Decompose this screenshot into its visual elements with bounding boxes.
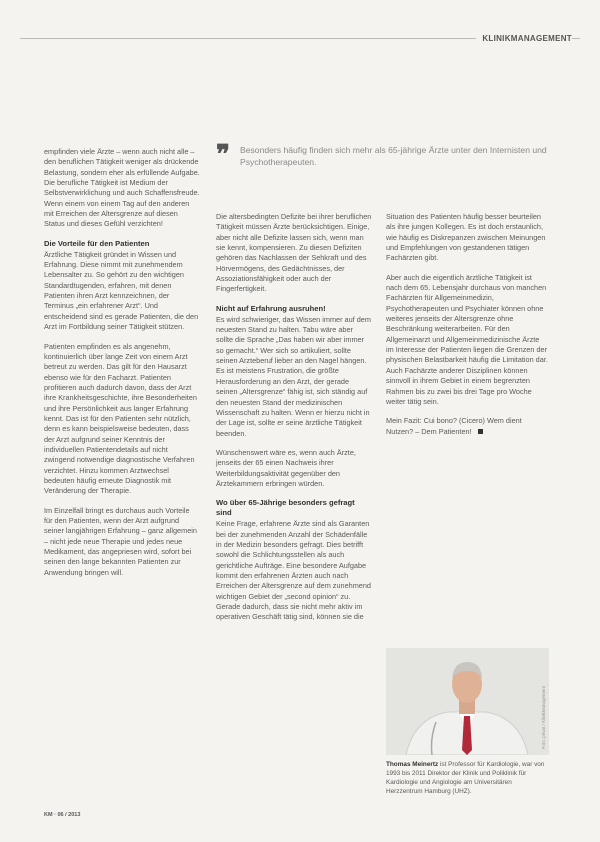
- column-3: [386, 212, 549, 446]
- paragraph: Patienten empfinden es als angenehm, kontinuierlich über lange Zeit von einem Arzt betreut zu werden. Das gilt für den Hausarzt ebenso wie für den Facharzt. Patienten profitieren auch dadurch davon, dass der Arzt ihre Krankheitsgeschichte, ihre Besonderheiten und ihre Persönlichkeit aus langer Erfahrung kennt. Das ist für den Patienten sehr nützlich, denn es kann beispielsweise bedeuten, dass der Arzt aufgrund seiner Kenntnis der individuellen Patientendetails auf nicht zwingend notwendige diagnostische Verfahren verzichtet. Hinzu kommen Arztwechsel bedeuten häufig erneute Diagnostik mit Veränderung der Therapie.: [44, 341, 197, 496]
- paragraph: Ärztliche Tätigkeit gründet in Wissen und Erfahrung. Diese nimmt mit zunehmendem Lebensalter zu. So gehört zu den wichtigen Standardtugenden, erfahren, mit denen Patienten ihren Arzt kennzeichnen, der Terminus „ein erfahrener Arzt“. Und entscheidend sind es gerade Patienten, die den Arzt im Fortbildung seiner Tätigkeit stützen.: [44, 249, 199, 332]
- paragraph: Im Einzelfall bringt es durchaus auch Vorteile für den Patienten, wenn der Arzt aufgrund seiner langjährigen Erfahrung – ganz allgemein – nicht jede neue Therapie und jedes neue Medikament, das angepriesen wird, sofort bei seinen den lange bekannten Patienten zur Anwendung bringen will.: [44, 505, 197, 577]
- paragraph: Aber auch die eigentlich ärztliche Tätigkeit ist nach dem 65. Lebensjahr durchaus von manchen Fachärzten für Allgemeinmedizin, Psychotherapeuten und Psychiater können ohne weiteres jenseits der Altersgrenze ohne Beschränkung weiterarbeiten. Für den Allgemeinarzt und Allgemeinmedizinische Ärzte im Interesse der Patienten liegen die Grenzen der physischen Belastbarkeit häufig die Limitation dar. Auch Fachärzte anderer Disziplinen können sinnvoll in ihrem Gebiet in einem begrenzten Rahmen bis zu zwei bis drei Tage pro Woche weiter tätig sein.: [386, 272, 548, 406]
- column-1: [44, 147, 200, 587]
- section-label: KLINIKMANAGEMENT: [476, 33, 572, 45]
- paragraph: Wünschenswert wäre es, wenn auch Ärzte, jenseits der 65 einen Nachweis ihrer Weiterbildungsaktivität gegenüber den Ärztekammern erbringen würden.: [216, 447, 356, 488]
- pull-quote: [216, 140, 556, 170]
- paragraph: Situation des Patienten häufig besser beurteilen als ihre jungen Kollegen. Es ist doch erstaunlich, wie häufig es Diskrepanzen zwischen Meinungen und Empfehlungen von gestandenen tätigen Fachärzten gibt.: [386, 212, 546, 263]
- paragraph: empfinden viele Ärzte – wenn auch nicht alle – den beruflichen Tätigkeit weniger als drückende Belastung, sondern eher als erfüllende Aufgabe. Die berufliche Tätigkeit ist Medium der Selbstverwirklichung und auch Schaffensfreude. Wenn einem von einem Tag auf den anderen mit Erreichen der Altersgrenze auf diesen Status und dieses Gefühl verzichten!: [44, 147, 200, 229]
- portrait-illustration: [386, 648, 549, 755]
- page-header: [0, 33, 600, 45]
- end-mark-icon: [478, 429, 483, 434]
- photo-credit: Foto: privat / KlinikManagement: [541, 685, 546, 749]
- paragraph: Es wird schwieriger, das Wissen immer auf dem neuesten Stand zu halten. Tabu wäre aber sollte die Sprache „Das haben wir aber immer so gemacht.“ Wer sich so artikuliert, sollte seinen Arzteberuf lieber an den Nagel hängen. Es ist meistens Frustration, die größte Herausforderung an den Arzt, der gerade seinen „Altersgrenze“ fähig ist, sich ständig auf den neuesten Stand der medizinischen Wissenschaft zu halten. Wenn er hierzu nicht in der Lage ist, sollte er seine ärztliche Tätigkeit beenden.: [216, 314, 371, 438]
- column-2: [216, 212, 372, 632]
- conclusion-text: Mein Fazit: Cui bono? (Cicero) Wem dient Nutzen? – Dem Patienten!: [386, 416, 522, 436]
- quote-mark-icon: ❞: [216, 140, 230, 170]
- subheading: Nicht auf Erfahrung ausruhen!: [216, 303, 326, 313]
- author-bio: ist Professor für Kardiologie, war von 1993 bis 2011 Direktor der Klinik und Poliklinik für Kardiologie und Angiologie am Universitären Herzzentrum Hamburg (UHZ).: [386, 761, 545, 795]
- page-footer: [44, 812, 80, 818]
- pull-quote-text: Besonders häufig finden sich mehr als 65-jährige Ärzte unter den Internisten und Psychotherapeuten.: [240, 145, 547, 167]
- paragraph: Keine Frage, erfahrene Ärzte sind als Garanten bei der zunehmenden Anzahl der Schädenfälle in der Medizin besonders gefragt. Dies betrifft sowohl die Schlichtungsstellen als auch gerichtliche Aufträge. Eine besondere Aufgabe kommt den erfahrenen Ärzten auch nach Erreichen der Altersgrenze auf dem zunehmend wichtigen Gebiet der „second opinion“ zu. Gerade dadurch, dass sie nicht mehr aktiv im operativen Geschäft tätig sind, können sie die: [216, 519, 371, 622]
- paragraph: Die altersbedingten Defizite bei ihrer beruflichen Tätigkeit müssen Ärzte berücksichtigen. Einige, aber nicht alle Defizite lassen sich, wenn man sie kennt, kompensieren. Zu diesen Defiziten gehören das Nachlassen der Sehkraft und des Hörvermögens, des Gedächtnisses, der Assoziationsfähigkeit oder auch der Fingerfertigkeit.: [216, 212, 372, 294]
- author-name: Thomas Meinertz: [386, 761, 439, 768]
- subheading: Die Vorteile für den Patienten: [44, 238, 150, 248]
- subheading: Wo über 65-Jährige besonders gefragt sind: [216, 498, 355, 518]
- author-photo: [386, 648, 549, 755]
- issue-label: KM · 06 / 2013: [44, 812, 81, 818]
- author-caption: [386, 760, 549, 796]
- conclusion-paragraph: [386, 416, 549, 437]
